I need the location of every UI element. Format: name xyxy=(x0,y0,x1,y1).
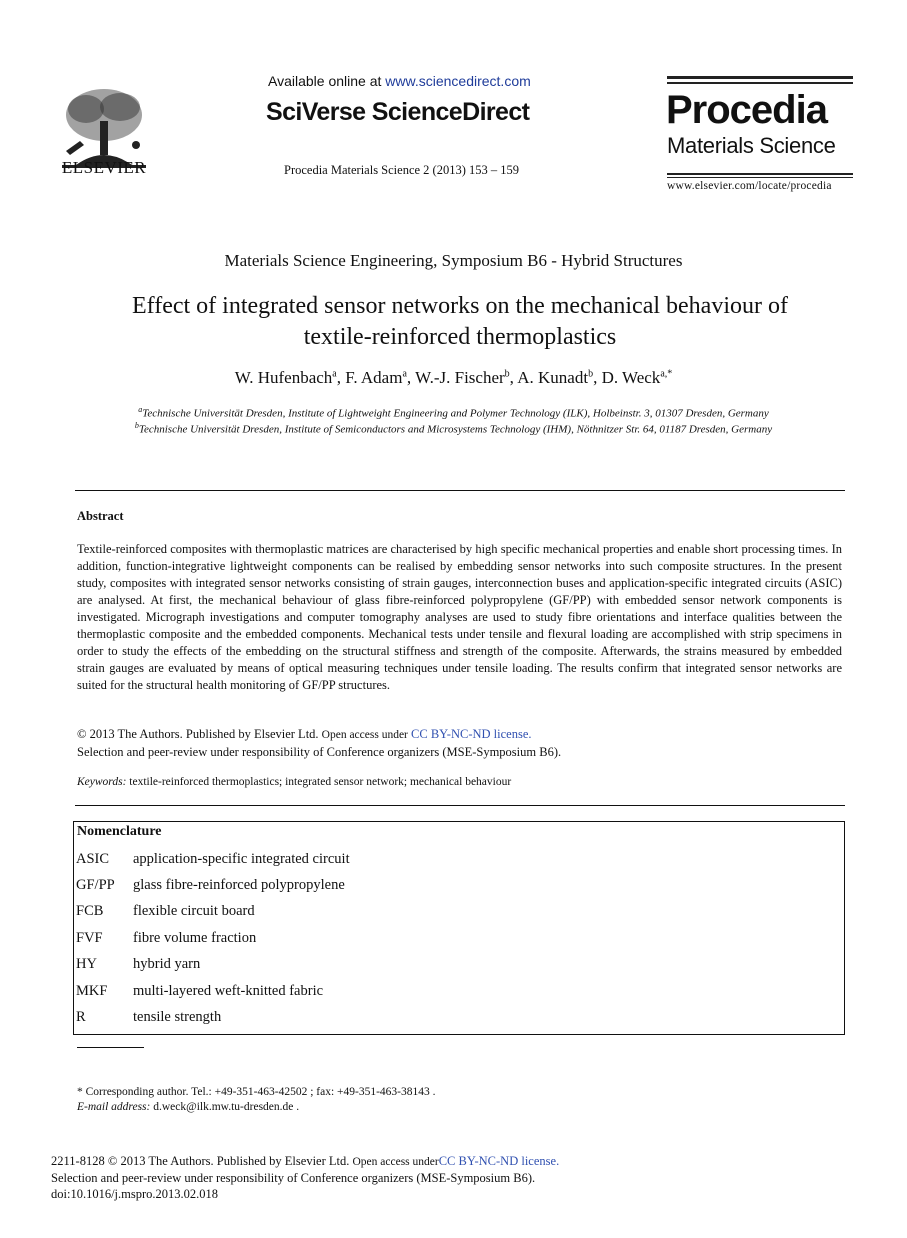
sciencedirect-link[interactable]: www.sciencedirect.com xyxy=(385,73,531,89)
nomenclature-abbr: ASIC xyxy=(76,851,110,867)
affiliation-b: $^b$Technische Universität Dresden, Institute of Semiconductors and Microsystems Technology (IHM), Nöthnitzer Str. 64, 01187 Dresden, Germany xyxy=(134,421,773,436)
nomenclature-abbr: FCB xyxy=(76,903,104,919)
paper-title: Effect of integrated sensor networks on the mechanical behaviour of textile-reinforced thermoplastics xyxy=(132,293,788,350)
procedia-url-link[interactable]: www.elsevier.com/locate/procedia xyxy=(667,180,832,192)
nomenclature-abbr: FVF xyxy=(76,930,103,946)
nomenclature-definition: hybrid yarn xyxy=(133,956,201,972)
doi-line[interactable]: doi:10.1016/j.mspro.2013.02.018 xyxy=(51,1187,219,1201)
author: D. Weck xyxy=(601,368,661,387)
elsevier-wordmark: ELSEVIER xyxy=(61,158,147,177)
procedia-rule xyxy=(667,76,853,79)
author: W. Hufenbach xyxy=(234,368,333,387)
nomenclature-definition: glass fibre-reinforced polypropylene xyxy=(133,877,345,893)
procedia-rule xyxy=(667,173,853,175)
issn-line: 2211-8128 © 2013 The Authors. Published by Elsevier Ltd. Open access underCC BY-NC-ND license. xyxy=(51,1154,560,1168)
license-link[interactable]: CC BY-NC-ND license. xyxy=(411,727,532,741)
bottom-review-line: Selection and peer-review under responsibility of Conference organizers (MSE-Symposium B6). xyxy=(51,1171,536,1185)
review-line: Selection and peer-review under responsibility of Conference organizers (MSE-Symposium B6). xyxy=(77,745,562,759)
abstract-body: Textile-reinforced composites with thermoplastic matrices are characterised by high specific mechanical properties and enable short processing times. In addition, function-integrative lightweight components can be realised by embedding sensor networks into such composite structures. In the present study, composites with integrated sensor networks consisting of strain gauges, interconnection buses and application-specific integrated circuits (ASIC) are analysed. At first, the mechanical behaviour of glass fibre-reinforced polypropylene (GF/PP) with embedded sensor network components is investigated. Micrograph investigations and computer tomography analyses are used to study fibre orientations and interface qualities between the thermoplastic composite and the embedded components. Mechanical tests under tensile and flexural loading are accomplished with strip specimens in order to study the effects of the embedding on the structural stiffness and strength of the composite. Afterwards, the strains measured by embedded strain gauges are evaluated by means of optical measuring techniques under tensile loading. The results confirm that integrated sensor networks are suited for the structural health monitoring of GF/PP structures. xyxy=(77,542,842,692)
nomenclature-definition: tensile strength xyxy=(133,1009,222,1025)
copyright-line: © 2013 The Authors. Published by Elsevier Ltd. Open access under CC BY-NC-ND license. xyxy=(77,727,532,741)
nomenclature-abbr: GF/PP xyxy=(76,877,115,893)
nomenclature-definition: flexible circuit board xyxy=(133,903,255,919)
divider xyxy=(75,805,845,806)
author: W.-J. Fischer xyxy=(415,368,505,387)
email-line: E-mail address: d.weck@ilk.mw.tu-dresden.de . xyxy=(77,1101,300,1113)
available-online: Available online at www.sciencedirect.com xyxy=(268,73,531,89)
nomenclature-definition: fibre volume fraction xyxy=(133,930,257,946)
journal-reference: Procedia Materials Science 2 (2013) 153 – 159 xyxy=(284,163,520,177)
author: A. Kunadt xyxy=(517,368,589,387)
procedia-subtitle: Materials Science xyxy=(667,133,836,158)
keywords-line: Keywords: textile-reinforced thermoplastics; integrated sensor network; mechanical behaviour xyxy=(77,776,512,788)
nomenclature-abbr: MKF xyxy=(76,983,108,999)
nomenclature-abbr: HY xyxy=(76,956,97,972)
affiliation-a: $^a$Technische Universität Dresden, Institute of Lightweight Engineering and Polymer Technology (ILK), Holbeinstr. 3, 01307 Dresden, Germany xyxy=(138,405,769,420)
procedia-rule xyxy=(667,177,853,178)
nomenclature-heading: Nomenclature xyxy=(77,824,162,839)
procedia-logo: Procedia xyxy=(666,88,827,132)
nomenclature-abbr: R xyxy=(76,1009,86,1025)
procedia-rule xyxy=(667,82,853,84)
divider xyxy=(75,490,845,491)
email-address[interactable]: d.weck@ilk.mw.tu-dresden.de . xyxy=(153,1101,300,1113)
corresponding-author: * Corresponding author. Tel.: +49-351-463-42502 ; fax: +49-351-463-38143 . xyxy=(77,1086,436,1098)
footnote-rule xyxy=(77,1047,144,1048)
abstract-heading: Abstract xyxy=(77,509,124,523)
nomenclature-definition: multi-layered weft-knitted fabric xyxy=(133,983,324,999)
author: F. Adam xyxy=(345,368,403,387)
symposium-line: Materials Science Engineering, Symposium B6 - Hybrid Structures xyxy=(224,251,683,270)
nomenclature-definition: application-specific integrated circuit xyxy=(133,851,350,867)
sciverse-sciencedirect-logo: SciVerse ScienceDirect xyxy=(266,98,530,126)
author-list: W. Hufenbach$^a$, F. Adam$^a$, W.-J. Fischer$^b$, A. Kunadt$^b$, D. Weck$^{a,*}$ xyxy=(234,368,673,387)
license-link[interactable]: CC BY-NC-ND license. xyxy=(438,1154,560,1168)
